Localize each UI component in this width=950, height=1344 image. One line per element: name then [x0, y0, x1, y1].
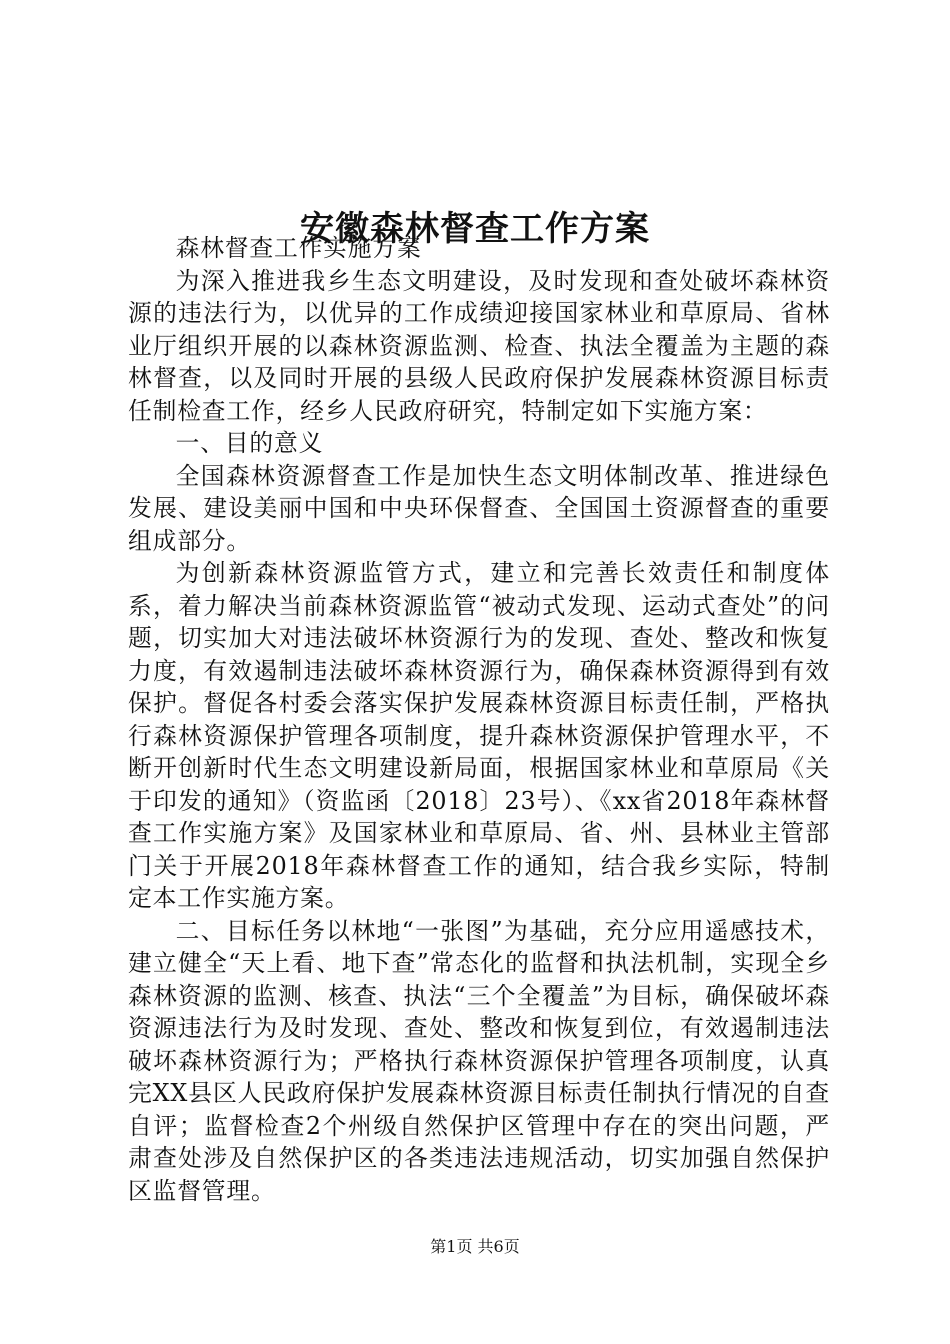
paragraph-intro: 为深入推进我乡生态文明建设，及时发现和查处破坏森林资源的违法行为，以优异的工作成绩迎接国家林业和草原局、省林业厅组织开展的以森林资源监测、检查、执法全覆盖为主题的森林督查，以及同时开展的县级人民政府保护发展森林资源目标责任制检查工作，经乡人民政府研究，特制定如下实施方案： [128, 266, 830, 425]
document-title: 安徽森林督查工作方案 [300, 208, 650, 249]
paragraph-purpose-2: 为创新森林资源监管方式，建立和完善长效责任和制度体系，着力解决当前森林资源监管“被动式发现、运动式查处”的问题，切实加大对违法破坏林资源行为的发现、查处、整改和恢复力度，有效遏制违法破坏森林资源行为，确保森林资源得到有效保护。督促各村委会落实保护发展森林资源目标责任制，严格执行森林资源保护管理各项制度，提升森林资源保护管理水平，不断开创新时代生态文明建设新局面，根据国家林业和草原局《关于印发的通知》（资监函〔2018〕23号）、《xx省2018年森林督查工作实施方案》及国家林业和草原局、省、州、县林业主管部门关于开展2018年森林督查工作的通知，结合我乡实际，特制定本工作实施方案。 [128, 559, 830, 912]
document-body [128, 232, 830, 1207]
page-footer: 第1页 共6页 [430, 1237, 520, 1256]
paragraph-goals: 二、目标任务以林地“一张图”为基础，充分应用遥感技术，建立健全“天上看、地下查”常态化的监督和执法机制，实现全乡森林资源的监测、核查、执法“三个全覆盖”为目标，确保破坏森资源违法行为及时发现、查处、整改和恢复到位，有效遏制违法破坏森林资源行为；严格执行森林资源保护管理各项制度，认真完XX县区人民政府保护发展森林资源目标责任制执行情况的自查自评；监督检查2个州级自然保护区管理中存在的突出问题，严肃查处涉及自然保护区的各类违法违规活动，切实加强自然保护区监督管理。 [128, 916, 830, 1205]
paragraph-subtitle: 森林督查工作实施方案 [175, 234, 422, 262]
section-heading-purpose: 一、目的意义 [175, 429, 324, 457]
paragraph-purpose-1: 全国森林资源督查工作是加快生态文明体制改革、推进绿色发展、建设美丽中国和中央环保督查、全国国土资源督查的重要组成部分。 [128, 461, 830, 555]
